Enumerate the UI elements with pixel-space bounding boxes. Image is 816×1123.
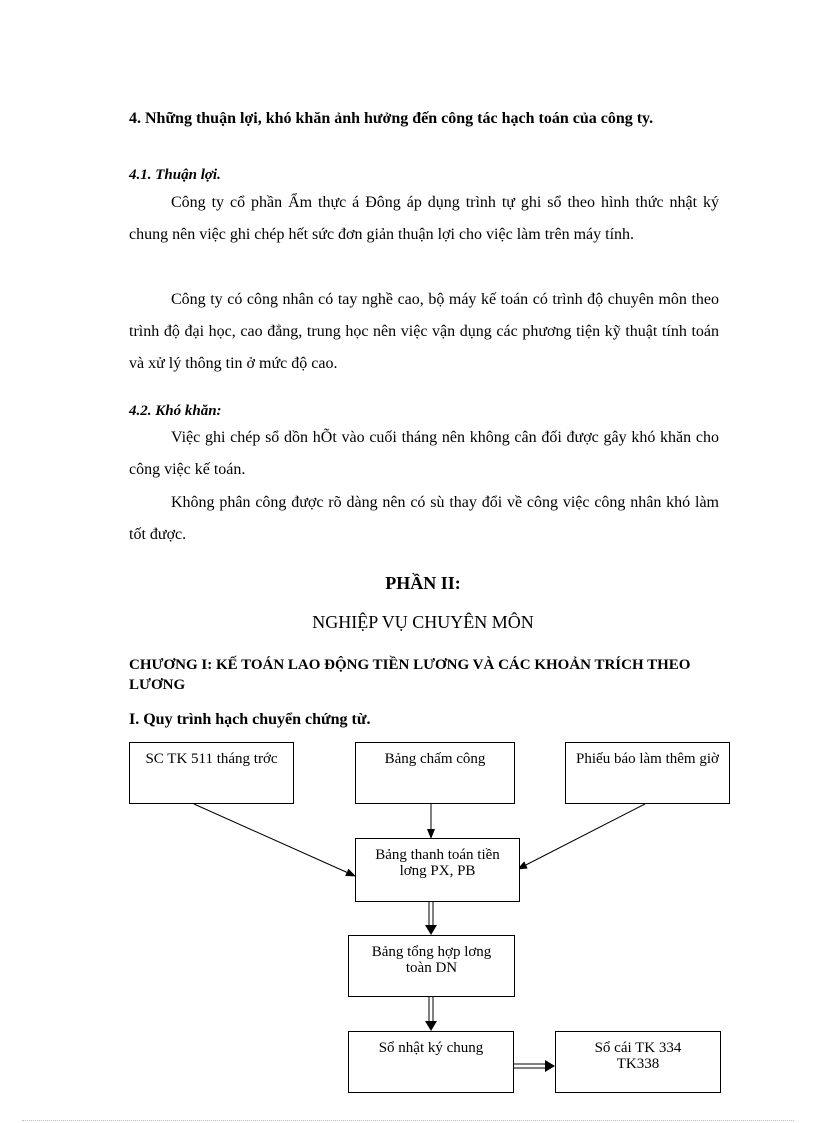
box-bang-cham-cong: Bảng chấm công — [355, 742, 515, 804]
part-2-label: PHẦN II: — [385, 573, 461, 593]
section-4-title: 4. Những thuận lợi, khó khăn ảnh hưởng đến công tác hạch toán của công ty. — [129, 110, 654, 127]
box-bang-thanh-toan: Bảng thanh toán tiền lơng PX, PB — [355, 838, 520, 902]
advantages-paragraph-1: Công ty cổ phần Ẩm thực á Đông áp dụng trình tự ghi sổ theo hình thức nhật ký chung nên việc ghi chép hết sức đơn giản thuận lợi cho việc làm trên máy tính. — [129, 194, 719, 243]
box-so-cai-tk334: Sổ cái TK 334 TK338 — [555, 1031, 721, 1093]
page-bottom-divider — [22, 1120, 794, 1121]
difficulties-paragraph-2: Không phân công được rõ dàng nên có sù thay đổi về công việc công nhân khó làm tốt được. — [129, 494, 719, 543]
arrow-sc-to-thanh-toan — [194, 804, 355, 876]
advantages-paragraph-2: Công ty có công nhân có tay nghề cao, bộ máy kế toán có trình độ chuyên môn theo trình độ đại học, cao đẳng, trung học nên việc vận dụng các phương tiện kỹ thuật tính toán và xử lý thông tin ở mức độ cao. — [129, 291, 719, 372]
part-2-title: NGHIỆP VỤ CHUYÊN MÔN — [312, 612, 534, 632]
double-arrow-nhat-ky-so-cai-head — [545, 1060, 555, 1072]
chapter-1-title: CHƯƠNG I: KẾ TOÁN LAO ĐỘNG TIỀN LƯƠNG VÀ CÁC KHOẢN TRÍCH THEO LƯƠNG — [129, 657, 691, 693]
difficulties-heading: 4.2. Khó khăn: — [129, 403, 222, 419]
difficulties-paragraph-1: Việc ghi chép sổ dồn hÕt vào cuối tháng nên không cân đối được gây khó khăn cho công việc kế toán. — [129, 429, 719, 478]
box-sc-tk511: SC TK 511 tháng trớc — [129, 742, 294, 804]
double-arrow-thanh-toan-tong-hop-head — [425, 925, 437, 935]
section-I-title: I. Quy trình hạch chuyển chứng từ. — [129, 711, 371, 728]
advantages-heading: 4.1. Thuận lợi. — [129, 167, 221, 183]
box-bang-tong-hop: Bảng tổng hợp lơng toàn DN — [348, 935, 515, 997]
box-phieu-bao-lam-them-gio: Phiếu báo làm thêm giờ — [565, 742, 730, 804]
double-arrow-tong-hop-nhat-ky-head — [425, 1021, 437, 1031]
arrow-phieu-to-thanh-toan — [518, 804, 645, 869]
box-so-nhat-ky-chung: Sổ nhật ký chung — [348, 1031, 514, 1093]
